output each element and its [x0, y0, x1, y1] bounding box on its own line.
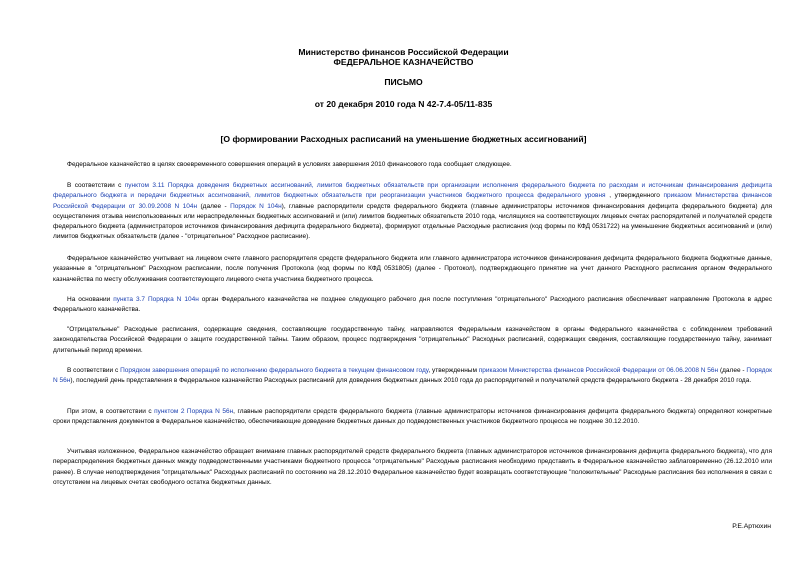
- document-subject: [О формировании Расходных расписаний на уменьшение бюджетных ассигнований]: [220, 134, 587, 144]
- paragraph-4: [53, 295, 772, 316]
- link-closing-procedure[interactable]: Порядком завершения операций по исполнению федерального бюджета в текущем финансовом году: [120, 367, 429, 374]
- text-segment: На основании: [67, 296, 114, 303]
- link-minfin-order-56n[interactable]: приказом Министерства финансов Российской Федерации от 06.06.2008 N 56н: [478, 367, 719, 374]
- text-segment: При этом, в соответствии с: [67, 408, 155, 415]
- paragraph-8: Учитывая изложенное, Федеральное казначейство обращает внимание главных распорядителей средств федерального бюджета (главных администраторов источников финансирования дефицита федерального бюджета), что для перераспределения бюджетных данных между подведомственными участниками бюджетного процесса "отрицательные" Расходные расписания необходимо представить в Федеральное казначейство заблаговременно (26.12.2010 или ранее). В случае неподтверждения "отрицательных" Расходных расписаний по состоянию на 28.12.2010 Федеральное казначейство будет возвращать соответствующие "положительные" Расходные расписания без исполнения в связи с отсутствием на лицевых счетах свободного остатка бюджетных данных.: [53, 448, 772, 486]
- text-segment: , утвержденного: [605, 192, 664, 200]
- text-segment: , утвержденным: [428, 367, 479, 374]
- paragraph-2: [53, 181, 772, 243]
- text-segment: В соответствии с: [67, 182, 125, 189]
- paragraph-3: Федеральное казначейство учитывает на лицевом счете главного распорядителя средств федерального бюджета или главного администратора источников финансирования дефицита федерального бюджета бюджетные данные, указанные в "отрицательном" Расходном расписании, после получения Протокола (код формы по КФД 0531805) (далее - Протокол), подтверждающего принятие на учет данного Расходного расписания органом Федерального казначейства по месту обслуживания соответствующего лицевого счета участника бюджетного процесса.: [53, 255, 772, 283]
- text-segment: ), главные распорядители средств федерального бюджета (главные администраторы источников финансирования дефицита федерального бюджета) для осуществления отзыва неиспользованных или нераспределенных бюджетных ассигнований и (или) лимитов бюджетных обязательств 2010 года, числящихся на соответствующих лицевых счетах распорядителей и получателей средств федерального бюджета (администраторов источников финансирования дефицита федерального бюджета), формируют отдельные Расходные расписания (код формы по КФД 0531722) на уменьшение бюджетных ассигнований и (или) лимитов бюджетных обязательств (далее - "отрицательное" Расходное расписание).: [53, 202, 773, 241]
- document-date-number: от 20 декабря 2010 года N 42-7.4-05/11-835: [314, 99, 493, 109]
- paragraph-1: Федеральное казначейство в целях своевременного совершения операций в условиях завершения 2010 финансового года сообщает следующее.: [67, 161, 512, 168]
- paragraph-7: [53, 407, 772, 428]
- paragraph-6: [53, 366, 772, 387]
- link-minfin-order-104n[interactable]: приказом Министерства финансов Российской Федерации от 30.09.2008 N 104н: [53, 192, 773, 210]
- text-segment: ), последний день представления в Федеральное казначейство Расходных расписаний для доведения бюджетных данных 2010 года до распорядителей и получателей средств федерального бюджета - 28 декабря 2010 года.: [70, 377, 752, 385]
- link-clause-3-7-order-104n[interactable]: пункта 3.7 Порядка N 104н: [113, 296, 199, 303]
- text-segment: В соответствии с: [67, 367, 121, 374]
- link-order-56n[interactable]: Порядок N 56н: [53, 367, 773, 385]
- paragraph-5: "Отрицательные" Расходные расписания, содержащие сведения, составляющие государственную тайну, направляются Федеральным казначейством в органы Федерального казначейства с соблюдением требований законодательства Российской Федерации о защите государственной тайны. Таким образом, процесс подтверждения "отрицательных" Расходных расписаний, содержащих сведения, составляющие государственную тайну, занимает длительный период времени.: [53, 326, 772, 354]
- link-order-clause-3-11[interactable]: пунктом 3.11 Порядка доведения бюджетных ассигнований, лимитов бюджетных обязательств при организации исполнения федерального бюджета по расходам и источникам финансирования дефицита федерального бюджета и передачи бюджетных ассигнований, лимитов бюджетных обязательств при реорганизации участников бюджетного процесса федерального уровня: [53, 182, 773, 200]
- text-segment: орган Федерального казначейства не позднее следующего рабочего дня после поступления "отрицательного" Расходного расписания обеспечивает направление Протокола в адрес Федерального казначейства.: [53, 296, 773, 314]
- signature: Р.Е.Артюхин: [732, 523, 771, 530]
- ministry-title: Министерство финансов Российской Федерации: [298, 47, 509, 57]
- link-clause-2-order-56n[interactable]: пунктом 2 Порядка N 56н: [154, 408, 234, 415]
- text-segment: (далее -: [197, 202, 231, 210]
- document-type: ПИСЬМО: [384, 77, 423, 87]
- text-segment: (далее -: [718, 367, 747, 374]
- agency-title: ФЕДЕРАЛЬНОЕ КАЗНАЧЕЙСТВО: [333, 57, 474, 67]
- text-segment: , главные распорядители средств федерального бюджета (главные администраторы источников финансирования дефицита федерального бюджета) определяют конкретные сроки представления документов в Федеральное казначейство, обеспечивающие доведение бюджетных данных до подведомственных участников бюджетного процесса не позднее 30.12.2010.: [53, 408, 772, 426]
- link-order-104n[interactable]: Порядок N 104н: [230, 202, 282, 210]
